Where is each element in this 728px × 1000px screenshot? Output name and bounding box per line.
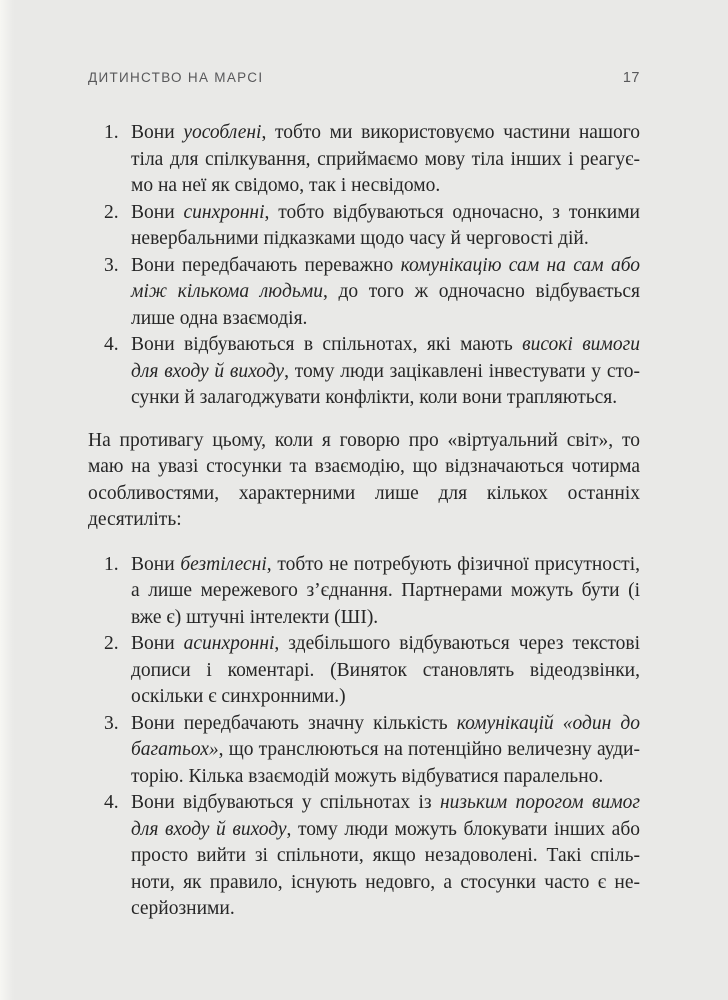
list-item xyxy=(88,332,640,412)
list-item-text: Вони синхронні, тобто відбуваються одночасно, з тонкими невербальними підказками щодо часу й черговості дій. xyxy=(131,201,640,249)
list-virtual-traits xyxy=(88,552,640,923)
list-item-number: 1. xyxy=(104,553,119,575)
list-item-number: 4. xyxy=(104,334,119,355)
page-number: 17 xyxy=(622,70,640,86)
page-edge xyxy=(0,0,14,1000)
list-item xyxy=(88,552,640,632)
list-item-text: Вони відбуваються в спільнотах, які мають високі вимоги для входу й виходу, тому люди зацікавлені інвестувати у стосунки й залагоджувати конфлікти, коли вони трапляються. xyxy=(131,334,640,408)
running-header xyxy=(88,70,640,86)
list-item-number: 3. xyxy=(104,254,119,276)
list-item-number: 1. xyxy=(104,122,119,143)
list-item-text: Вони асинхронні, здебільшого відбуваються через текстові дописи і коментарі. (Виняток становлять відеодзвінки, оскільки є синхронними.) xyxy=(131,633,640,707)
paragraph-virtual-world-intro: На противагу цьому, коли я говорю про «віртуальний світ», то маю на увазі стосунки та взаємодію, що відзначаються чотирма особливостями, характерними лише для кількох останніх десятиліть: xyxy=(88,429,640,530)
list-item xyxy=(88,253,640,333)
list-item xyxy=(88,200,640,253)
running-header-title: ДИТИНСТВО НА МАРСІ xyxy=(88,70,264,85)
list-item-text: Вони передбачають переважно комунікацію сам на сам або між кількома людьми, до того ж одночасно відбувається лише одна взаємодія. xyxy=(131,254,641,329)
list-item xyxy=(88,790,640,923)
list-item-number: 2. xyxy=(104,201,119,223)
list-item xyxy=(88,120,640,200)
list-item-text: Вони уособлені, тобто ми використовуємо частини нашого тіла для спілкування, сприймаємо мову тіла інших і реагуємо на неї як свідомо, так і несвідомо. xyxy=(131,122,640,196)
list-item-text: Вони безтілесні, тобто не потребують фізичної присутності, а лише мережевого з’єднання. Партнерами можуть бути (і вже є) штучні інтелекти (ШІ). xyxy=(131,553,640,628)
list-item-number: 3. xyxy=(104,712,119,734)
list-item xyxy=(88,631,640,711)
list-embodied-traits xyxy=(88,120,640,412)
page-body xyxy=(88,120,640,923)
list-item-text: Вони відбуваються у спільнотах із низьким порогом вимог для входу й виходу, тому люди можуть блокувати інших або просто вийти зі спільноти, якщо незадоволені. Такі спільноти, як правило, існують недовго, а стосунки часто є несерйозними. xyxy=(131,792,640,919)
list-item-number: 4. xyxy=(104,792,119,813)
list-item-number: 2. xyxy=(104,633,119,654)
list-item xyxy=(88,711,640,791)
list-item-text: Вони передбачають значну кількість комунікацій «один до багатьох», що транслюються на потенційно величезну аудиторію. Кілька взаємодій можуть відбуватися паралельно. xyxy=(131,712,640,787)
